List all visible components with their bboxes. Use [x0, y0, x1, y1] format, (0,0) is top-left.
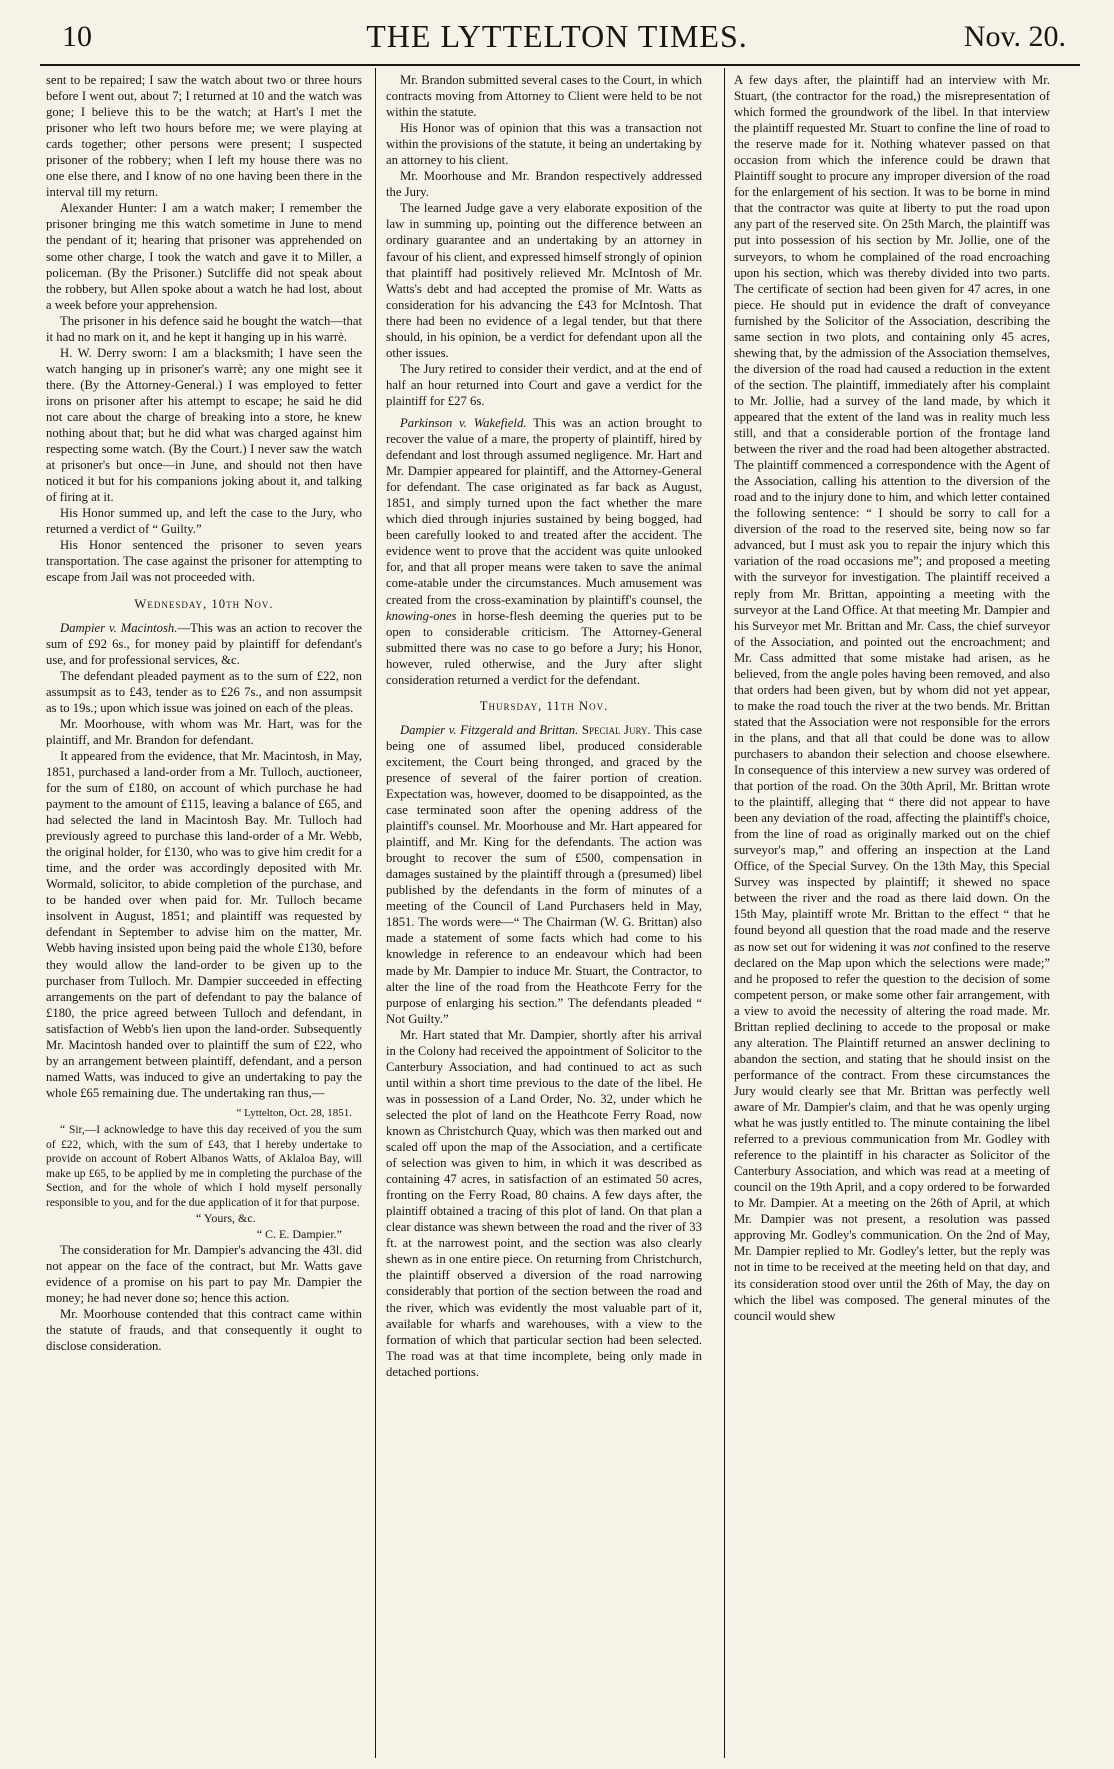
case-title: Dampier v. Macintosh. — [60, 620, 178, 635]
column-1 — [46, 72, 362, 1742]
paragraph: His Honor was of opinion that this was a transaction not within the provisions of the statute, it being an undertaking by an attorney to his client. — [386, 121, 702, 168]
column-3 — [734, 72, 1050, 1742]
case-title: Dampier v. Fitzgerald and Brittan. — [400, 722, 579, 737]
paragraph: Mr. Moorhouse, with whom was Mr. Hart, was for the plaintiff, and Mr. Brandon for defendant. — [46, 716, 362, 747]
paragraph — [46, 620, 362, 668]
paragraph: Alexander Hunter: I am a watch maker; I remember the prisoner bringing me this watch sometime in June to mend the pendant of it; hearing that prisoner was apprehended on some other charge, I took the watch and gave it to Miller, a policeman. (By the Prisoner.) Sutcliffe did not speak about the robbery, but Allen spoke about a watch he had lost, about a week before your apprehension. — [46, 201, 362, 312]
paragraph: The defendant pleaded payment as to the sum of £22, non assumpsit as to £43, tender as to £26 7s., and non assumpsit as to 19s.; upon which issue was joined on each of the pleas. — [46, 668, 362, 715]
section-heading: Thursday, 11th Nov. — [479, 698, 609, 713]
newspaper-title: THE LYTTELTON TIMES. — [366, 18, 748, 54]
paragraph: Mr. Hart stated that Mr. Dampier, shortly after his arrival in the Colony had received the appointment of Solicitor to the Canterbury Association, and had continued to act as such until within a short time previous to the date of the libel. He was in possession of a Land Order, No. 32, under which he selected the plot of land on the Heathcote Ferry Road, now known as Christchurch Quay, which was then marked out and scaled off upon the map of the Association, and a certificate of selection was given to him, in which it was described as containing 47 acres, in satisfaction of an estimated 50 acres, fronting on the Ferry Road, 80 chains. A few days after, the plaintiff obtained a tracing of this plot of land. On that plan a clear distance was shewn between the road and the river of 33 ft. at the narrowest point, and the section was also clearly shewn as in one entire piece. On returning from Christchurch, the plaintiff observed a diversion of the road narrowing considerably that portion of the section between the road and the river, which was evidently the most valuable part of it, available for wharfs and warehouses, with a view to the formation of which that particular section had been selected. The road was at that time incomplete, being only made in detached portions. — [386, 1027, 702, 1379]
italic-text: not — [913, 939, 930, 954]
page-number: 10 — [62, 20, 92, 53]
column-divider — [724, 68, 725, 1758]
case-text: A few days after, the plaintiff had an interview with Mr. Stuart, (the contractor for the road,) the misrepresentation of which formed the groundwork of the libel. In that interview the plaintiff requested Mr. Stuart to confine the line of road to the reserve made for it. Nothing whatever passed on that occasion from which the inference could be drawn that Plaintiff sought to procure any improper diversion of the road for the enlargement of his section. It was to be borne in mind that the contractor was quite at liberty to put the road upon any part of the reserved site. On 25th March, the plaintiff was put into possession of his section by Mr. Jollie, one of the surveyors, to whom he complained of the road encroaching upon his section, which was thereby divided into two parts. The certificate of section had been given for 47 acres, in one piece. He should put in evidence the draft of conveyance furnished by the Solicitor of the Association, describing the same section in two plots, and containing only 45 acres, shewing that, by the admission of the Association themselves, the diversion of the road had caused a reduction in the extent of the section. The plaintiff, immediately after his complaint to Mr. Jollie, had a survey of the land made, by which it appeared that the extent of the land was in reality much less still, and that a considerable portion of the frontage land between the river and the road had been altogether abstracted. The plaintiff commenced a correspondence with the Agent of the Association, calling his attention to the diversion of the road and to the injury done to him, and which letter contained the following sentence: “ I should be sorry to call for a diversion of the road to the reserved site, being now so far advanced, but I must ask you to repair the injury which this variation of the road occasions me”; and proposed a meeting with the surveyor for investigation. The plaintiff received a reply from Mr. Brittan, appointing a meeting with the surveyor at the Land Office. At that meeting Mr. Dampier and his Surveyor met Mr. Brittan and Mr. Cass, the chief surveyor of the Association, and pointed out the encroachment; and Mr. Cass admitted that some mistake had arisen, as he believed, from the angle poles having been removed, and also that orders had been given, but by whom did not yet appear, to make the road touch the river at the two bends. Mr. Brittan stated that the Association were not responsible for the errors in the plans, and that all that could be done was to allow purchasers to abandon their selection and choose elsewhere. In consequence of this interview a new survey was ordered of that portion of the road. On the 30th April, Mr. Brittan wrote to the plaintiff, alleging that “ there did not appear to have been any deviation of the road, affecting the plaintiff's choice, from the line of road as originally marked out on the chief surveyor's map,” and offering an inspection at the Land Office, of the Special Survey. On the 13th May, this Special Survey was inspected by plaintiff; it shewed no space between the river and the road as there laid down. On the 15th May, plaintiff wrote Mr. Brittan to the effect “ that he found beyond all question that the road made and the reserve as now set out for widening it was — [734, 73, 1050, 954]
case-text: in horse-flesh deeming the queries put to be open to considerable criticism. The Attorney-General submitted there was no case to go before a Jury; his Honor, however, ruled otherwise, and the Jury after slight consideration returned a verdict for the defendant. — [386, 608, 702, 687]
paragraph: His Honor sentenced the prisoner to seven years transportation. The case against the prisoner for attempting to escape from Jail was not proceeded with. — [46, 538, 362, 585]
case-text: This case being one of assumed libel, produced considerable excitement, the Court being thronged, and graced by the presence of several of the fairer portion of creation. Expectation was, however, doomed to be disappointed, as the case terminated soon after the opening address of the plaintiff's counsel. Mr. Moorhouse and Mr. Hart appeared for plaintiff, and Mr. King for the defendants. The action was brought to recover the sum of £500, compensation in damages sustained by the plaintiff through a (presumed) libel published by the defendants in the form of minutes of a meeting of the Council of Land Purchasers held in May, 1851. The words were—“ The Chairman (W. G. Brittan) also made a statement of some facts which had come to his knowledge in reference to an endeavour which had been made by Mr. Dampier to induce Mr. Stuart, the Contractor, to alter the line of the road from the Heathcote Ferry for the purpose of enlarging his section.” The defendants pleaded “ Not Guilty.” — [386, 722, 702, 1026]
letter-close: “ Yours, &c. — [196, 1211, 256, 1225]
issue-date: Nov. 20. — [963, 20, 1066, 53]
section-heading: Wednesday, 10th Nov. — [134, 596, 274, 611]
column-divider — [375, 68, 376, 1758]
case-title: Parkinson v. Wakefield. — [400, 415, 527, 430]
paragraph: H. W. Derry sworn: I am a blacksmith; I have seen the watch hanging up in prisoner's warrè; any one might see it there. (By the Attorney-General.) I was employed to fetter irons on prisoner after his attempt to escape; he said he did not care about the charge of breaking into a store, he knew nothing about that; but he did what was charged against him respecting some watch. (By the Court.) I never saw the watch at prisoner's but once—in June, and should not then have noticed it but for his companions joking about it, and talking of firing at it. — [46, 345, 362, 505]
paragraph: sent to be repaired; I saw the watch about two or three hours before I went out, about 7; I returned at 10 and the watch was gone; I believe this to be the watch; at Hart's I met the prisoner who left two hours before me; we were playing at cards together; other persons were present; I suspected prisoner of the robbery; when I left my house there was no one else there, and I know of no one having been there in the interval till my return. — [46, 73, 362, 200]
paragraph: It appeared from the evidence, that Mr. Macintosh, in May, 1851, purchased a land-order from a Mr. Tulloch, auctioneer, for the sum of £180, on account of which purchase he had payment to the amount of £115, leaving a balance of £65, and had selected the land in Macintosh Bay. Mr. Tulloch had previously agreed to purchase this land-order of a Mr. Webb, the original holder, for £130, who was to give him credit for a time, and the order was accordingly deposited with Mr. Wormald, solicitor, to abide completion of the purchase, and to be handed over when paid for. Mr. Tulloch became insolvent in August, 1851; and plaintiff was requested by defendant in September to advise him on the matter, Mr. Webb having insisted upon being paid the whole £130, before they would allow the land-order to be given up to the purchaser from Tulloch. Mr. Dampier succeeded in effecting arrangements on the part of defendant to pay the balance of £180, the price agreed between Tulloch and defendant, in satisfaction of Webb's lien upon the land-order. Subsequently Mr. Macintosh handed over to plaintiff the sum of £22, who by an arrangement between plaintiff, defendant, and a person named Watts, was induced to give an undertaking to pay the whole £65 remaining due. The undertaking ran thus,— — [46, 748, 362, 1100]
column-2 — [386, 72, 702, 1742]
paragraph — [386, 415, 702, 688]
case-text: —This was an action to recover the sum of £92 6s., for money paid by plaintiff for defendant's use, and for professional services, &c. — [46, 620, 362, 667]
paragraph: The prisoner in his defence said he bought the watch—that it had no mark on it, and he kept it hanging up in his warrè. — [46, 313, 362, 344]
letter-dateline: “ Lyttelton, Oct. 28, 1851. — [236, 1106, 352, 1119]
masthead — [0, 0, 1114, 58]
paragraph: Mr. Moorhouse and Mr. Brandon respectively addressed the Jury. — [386, 169, 702, 200]
paragraph: The Jury retired to consider their verdict, and at the end of half an hour returned into Court and gave a verdict for the plaintiff for £27 6s. — [386, 361, 702, 408]
paragraph: Mr. Moorhouse contended that this contract came within the statute of frauds, and that consequently it ought to disclose consideration. — [46, 1307, 362, 1354]
letter-signature: “ C. E. Dampier.” — [256, 1227, 342, 1242]
paragraph: His Honor summed up, and left the case to the Jury, who returned a verdict of “ Guilty.” — [46, 506, 362, 537]
case-text: confined to the reserve declared on the Map upon which the selections were made;” and he proposed to refer the question to the decision of some competent person, or make some other fair arrangement, with a view to avoid the necessity of altering the road made. Mr. Brittan replied declining to accede to the proposal or make any alteration. The Plaintiff returned an answer declining to abandon the section, and stating that he should insist on the performance of the contract. From these circumstances the Jury would clearly see that Mr. Brittan was perfectly well aware of Mr. Dampier's claim, and that he was openly urging what he was justly entitled to. The minute containing the libel referred to a previous communication from Mr. Godley with reference to the plaintiff in his character as Solicitor of the Canterbury Association, and which was read at a meeting of council on the 19th April, and a copy ordered to be forwarded to Mr. Dampier. At a meeting on the 26th of April, at which Mr. Dampier was not present, a resolution was passed approving Mr. Godley's communication. On the 2nd of May, Mr. Dampier replied to Mr. Godley's letter, but the reply was not in time to be received at the meeting held on that day, and its consideration stood over until the 26th of May, the day on which the libel was composed. The general minutes of the council would shew — [734, 939, 1050, 1323]
paragraph — [734, 72, 1050, 1324]
header-rule — [40, 64, 1080, 66]
paragraph: The learned Judge gave a very elaborate exposition of the law in summing up, pointing out the difference between an ordinary guarantee and an undertaking by an attorney in favour of his client, and expressed himself strongly of opinion that plaintiff had positively relieved Mr. McIntosh of Mr. Watts's debt and had accepted the promise of Mr. Watts as consideration for his advancing the £43 for McIntosh. That there had been no evidence of a legal tender, but that there should, in his opinion, be a verdict for defendant upon all the other issues. — [386, 201, 702, 360]
paragraph: The consideration for Mr. Dampier's advancing the 43l. did not appear on the face of the contract, but Mr. Watts gave evidence of a promise on his part to pay Mr. Dampier the money; he had never done so; hence this action. — [46, 1243, 362, 1306]
letter-body: “ Sir,—I acknowledge to have this day received of you the sum of £22, which, with the sum of £43, that I hereby undertake to provide on account of Robert Albanos Watts, of Aklaloa Bay, will make up £65, to be applied by me in completing the purchase of the Section, and for the whole of which I hold myself personally responsible to you, and for the due application of it for that purpose. — [46, 1124, 362, 1209]
paragraph: Mr. Brandon submitted several cases to the Court, in which contracts moving from Attorney to Client were held to be not within the statute. — [386, 73, 702, 120]
paragraph — [386, 722, 702, 1027]
italic-text: knowing-ones — [386, 608, 457, 623]
case-text: This was an action brought to recover the value of a mare, the property of plaintiff, hired by defendant and lost through assumed negligence. Mr. Hart and Mr. Dampier appeared for plaintiff, and the Attorney-General for defendant. The case originated as far back as August, 1851, and simply turned upon the fact whether the mare which died through injuries sustained by being bogged, had been carefully looked to and treated after the accident. The evidence went to prove that the accident was quite unlooked for, and that all proper means were taken to save the animal come-atable under the circumstances. Much amusement was created from the cross-examination by plaintiff's counsel, the — [386, 415, 702, 607]
case-label: Special Jury. — [581, 722, 651, 737]
